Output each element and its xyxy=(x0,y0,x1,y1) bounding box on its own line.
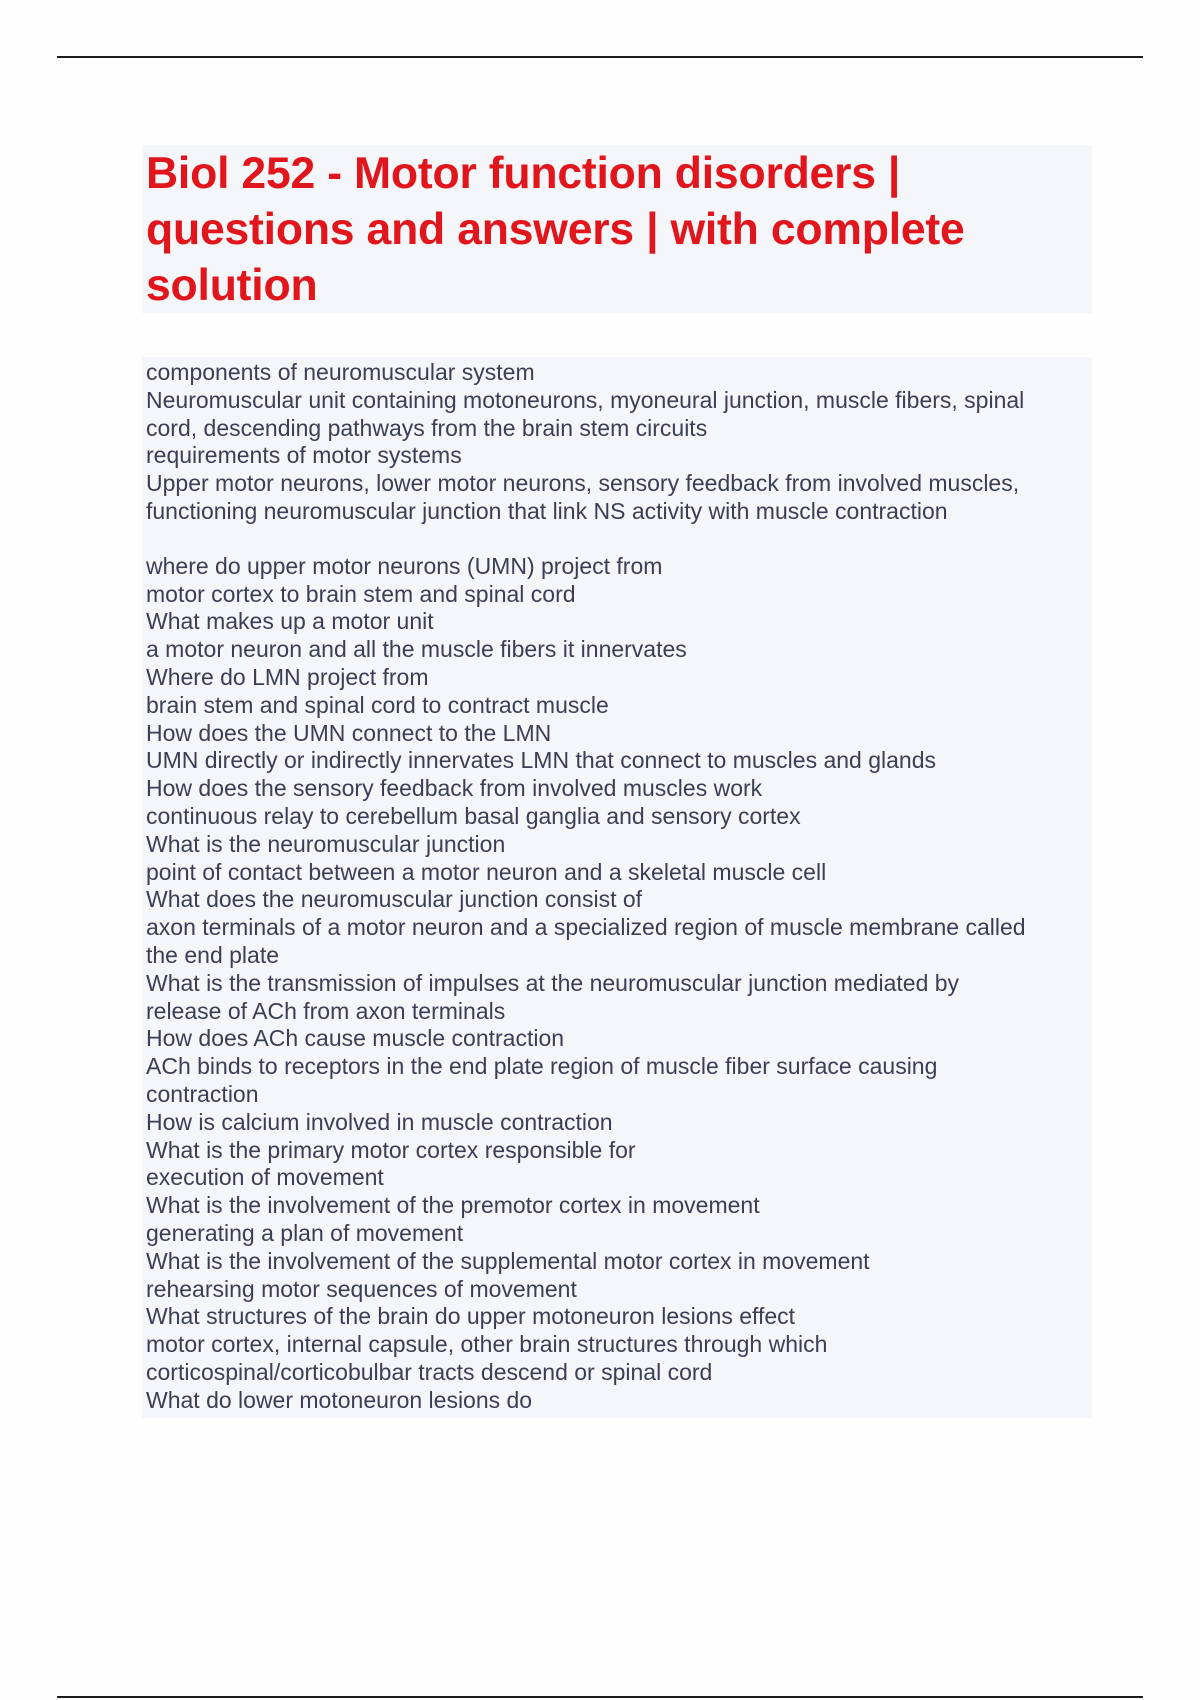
text-line: What structures of the brain do upper motoneuron lesions effect xyxy=(146,1303,796,1330)
text-line: axon terminals of a motor neuron and a specialized region of muscle membrane called xyxy=(146,914,1026,941)
qa-section-1 xyxy=(146,359,1088,526)
text-line: ACh binds to receptors in the end plate region of muscle fiber surface causing xyxy=(146,1053,938,1080)
text-line: What does the neuromuscular junction consist of xyxy=(146,886,643,913)
text-line: contraction xyxy=(146,1080,259,1107)
text-line: What is the transmission of impulses at the neuromuscular junction mediated by xyxy=(146,969,960,996)
text-line: What is the involvement of the premotor cortex in movement xyxy=(146,1192,760,1219)
text-line: How does the UMN connect to the LMN xyxy=(146,719,552,746)
text-line: motor cortex to brain stem and spinal cord xyxy=(146,580,576,607)
text-line: What do lower motoneuron lesions do xyxy=(146,1386,533,1413)
text-line: brain stem and spinal cord to contract muscle xyxy=(146,691,609,718)
text-line: generating a plan of movement xyxy=(146,1219,464,1246)
text-line: functioning neuromuscular junction that link NS activity with muscle contraction xyxy=(146,497,948,524)
text-line: execution of movement xyxy=(146,1164,384,1191)
text-line: point of contact between a motor neuron and a skeletal muscle cell xyxy=(146,858,827,885)
document-title xyxy=(146,146,1088,314)
text-line: UMN directly or indirectly innervates LMN that connect to muscles and glands xyxy=(146,747,937,774)
text-line: the end plate xyxy=(146,941,280,968)
text-line: Neuromuscular unit containing motoneurons, myoneural junction, muscle fibers, spinal xyxy=(146,386,1025,413)
qa-section-2 xyxy=(146,553,1088,1415)
text-line: release of ACh from axon terminals xyxy=(146,997,506,1024)
text-line: requirements of motor systems xyxy=(146,442,462,469)
text-line: How does ACh cause muscle contraction xyxy=(146,1025,565,1052)
bottom-rule xyxy=(57,1696,1143,1698)
text-line: What is the neuromuscular junction xyxy=(146,830,506,857)
title-line: solution xyxy=(146,261,318,310)
text-line: where do upper motor neurons (UMN) project from xyxy=(146,552,663,579)
title-line: Biol 252 - Motor function disorders | xyxy=(146,149,901,198)
text-line: What is the primary motor cortex responsible for xyxy=(146,1136,636,1163)
title-line: questions and answers | with complete xyxy=(146,205,965,254)
text-line: Where do LMN project from xyxy=(146,663,429,690)
title-block xyxy=(142,145,1092,313)
text-line: a motor neuron and all the muscle fibers it innervates xyxy=(146,636,687,663)
text-line: Upper motor neurons, lower motor neurons, sensory feedback from involved muscles, xyxy=(146,470,1020,497)
text-line: corticospinal/corticobulbar tracts descend or spinal cord xyxy=(146,1358,713,1385)
text-line: How does the sensory feedback from involved muscles work xyxy=(146,775,763,802)
text-line: rehearsing motor sequences of movement xyxy=(146,1275,577,1302)
qa-content-block xyxy=(142,357,1092,1418)
text-line: cord, descending pathways from the brain stem circuits xyxy=(146,414,708,441)
text-line: components of neuromuscular system xyxy=(146,359,535,385)
text-line: What is the involvement of the supplemental motor cortex in movement xyxy=(146,1247,870,1274)
top-rule xyxy=(57,56,1143,58)
text-line: motor cortex, internal capsule, other brain structures through which xyxy=(146,1331,828,1358)
text-line: How is calcium involved in muscle contraction xyxy=(146,1108,613,1135)
text-line: What makes up a motor unit xyxy=(146,608,434,635)
text-line: continuous relay to cerebellum basal ganglia and sensory cortex xyxy=(146,802,801,829)
paragraph-gap xyxy=(146,526,1088,553)
